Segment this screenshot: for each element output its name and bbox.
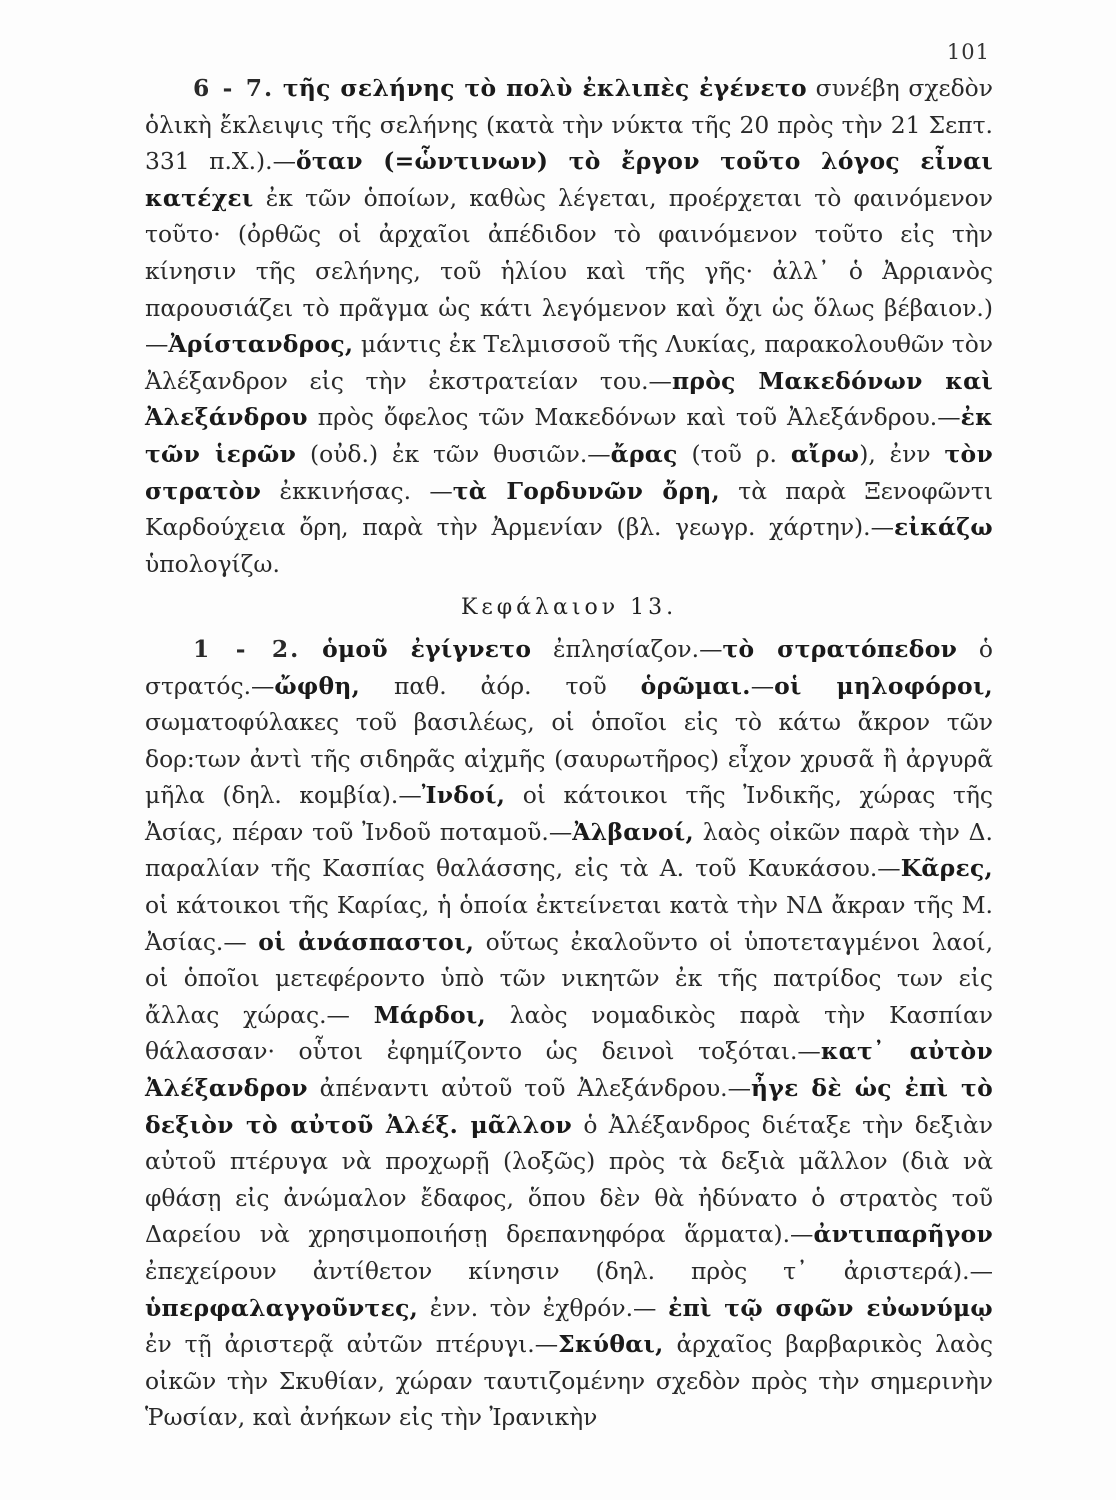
gloss-text: ἐκκινήσας. — — [261, 476, 453, 505]
lemma-term: τὸ στρατόπεδον — [722, 634, 958, 663]
lemma-term: κατ᾽ αὐτὸν Ἀλέξανδρον — [145, 1037, 993, 1103]
gloss-text: λαὸς οἰκῶν παρὰ τὴν Δ. παραλίαν τῆς Κασπίας θαλάσσης, εἰς τὰ Α. τοῦ Καυκάσου.— — [145, 817, 993, 883]
lemma-term: τὰ Γορδυνῶν ὄρη, — [452, 476, 720, 505]
lemma-term: ὅταν (=ὧντινων) τὸ ἔργον τοῦτο λόγος εἶναι κατέχει — [145, 147, 993, 212]
lemma-term: πρὸς Μακεδόνων καὶ Ἀλεξάνδρου — [145, 366, 994, 432]
gloss-text: παθ. ἀόρ. τοῦ — [360, 671, 641, 700]
section-6-7-body — [145, 74, 993, 578]
lemma-term: Ἀλβανοί, — [572, 817, 694, 846]
gloss-text: ἐπλησίαζον.— — [531, 634, 723, 663]
section-1-2-body — [145, 635, 993, 1431]
lemma-term: Ἀρίστανδρος, — [168, 330, 354, 359]
lemma-term: ὤφθη, — [274, 671, 361, 700]
lemma-term: ἦγε δὲ ὡς ἐπὶ τὸ δεξιὸν τὸ αὐτοῦ Ἀλέξ. μᾶλλον — [145, 1074, 993, 1139]
gloss-text: ), ἐνν — [859, 439, 945, 468]
gloss-text: ἀρχαῖος βαρβαρικὸς λαὸς οἰκῶν τὴν Σκυθίαν, χώραν ταυτιζομένην σχεδὸν πρὸς τὴν σημερινὴν Ῥωσίαν, καὶ ἀνήκων εἰς τὴν Ἰρανικὴν — [145, 1330, 993, 1432]
gloss-text: ὑπολογίζω. — [145, 549, 280, 578]
lemma-term: ὁμοῦ ἐγίγνετο — [322, 634, 532, 663]
lemma-term: Μάρδοι, — [373, 1000, 486, 1029]
lemma-term: ὁρῶμαι. — [640, 671, 751, 700]
page-number: 101 — [946, 40, 990, 64]
gloss-text: οὕτως ἐκαλοῦντο οἱ ὑποτεταγμένοι λαοί, οἱ ὁποῖοι μετεφέροντο ὑπὸ τῶν νικητῶν ἐκ τῆς πατρίδος των εἰς ἄλλας χώρας.— — [145, 927, 994, 1029]
lemma-term: ἐπὶ τῷ σφῶν εὐωνύμῳ — [668, 1293, 993, 1322]
lemma-term: ὑπερφαλαγγοῦντες, — [145, 1293, 419, 1322]
gloss-text: (τοῦ ρ. — [677, 439, 791, 468]
section-number: 6 - 7. — [193, 74, 275, 102]
gloss-text: ἐπεχείρουν ἀντίθετον κίνησιν (δηλ. πρὸς τ᾽ ἀριστερά).— — [145, 1257, 993, 1285]
section-number: 1 - 2. — [193, 634, 301, 663]
chapter-heading: Κεφάλαιον 13. — [460, 595, 678, 621]
gloss-text: τὰ παρὰ Ξενοφῶντι Καρδούχεια ὄρη, παρὰ τὴν Ἀρμενίαν (βλ. γεωγρ. χάρτην).— — [145, 476, 993, 542]
lemma-term: ἐκ τῶν ἱερῶν — [145, 403, 993, 468]
lemma-term: οἱ ἀνάσπαστοι, — [258, 927, 475, 956]
lemma-term: αἴρω — [790, 439, 860, 468]
lemma-term: οἱ μηλοφόροι, — [774, 671, 994, 700]
gloss-text: σωματοφύλακες τοῦ βασιλέως, οἱ ὁποῖοι εἰς τὸ κάτω ἄκρον τῶν δορ:των ἀντὶ τῆς σιδηρᾶς αἰχμῆς (σαυρωτῆρος) εἶχον χρυσᾶ ἢ ἀργυρᾶ μῆλα (δηλ. κομβία).— — [145, 708, 993, 810]
gloss-text: οἱ κάτοικοι τῆς Ἰνδικῆς, χώρας τῆς Ἀσίας, πέραν τοῦ Ἰνδοῦ ποταμοῦ.— — [145, 781, 993, 846]
gloss-text: ἐν τῇ ἀριστερᾷ αὐτῶν πτέρυγι.— — [145, 1330, 559, 1359]
gloss-text: (οὐδ.) ἐκ τῶν θυσιῶν.— — [296, 439, 611, 468]
gloss-text: συνέβη σχεδὸν ὁλικὴ ἔκλειψις τῆς σελήνης (κατὰ τὴν νύκτα τῆς 20 πρὸς τὴν 21 Σεπτ. 331 π.Χ.).— — [145, 74, 993, 176]
lemma-term: Σκύθαι, — [558, 1330, 664, 1359]
lemma-term: τῆς σελήνης τὸ πολὺ ἐκλιπὲς ἐγένετο — [282, 74, 807, 102]
lemma-term: Κᾶρες, — [900, 854, 993, 883]
section-6-7 — [145, 70, 993, 582]
commentary-text — [145, 70, 993, 1436]
gloss-text: ἀπέναντι αὐτοῦ τοῦ Ἀλεξάνδρου.— — [307, 1074, 752, 1103]
lemma-term: ἄρας — [610, 439, 678, 468]
gloss-text: ὁ στρατός.— — [145, 634, 993, 700]
gloss-text: πρὸς ὄφελος τῶν Μακεδόνων καὶ τοῦ Ἀλεξάνδρου.— — [307, 403, 961, 432]
lemma-term: Ἰνδοί, — [421, 781, 506, 810]
gloss-text: ἐκ τῶν ὁποίων, καθὼς λέγεται, προέρχεται τὸ φαινόμενον τοῦτο· (ὀρθῶς οἱ ἀρχαῖοι ἀπέδιδον τὸ φαινόμενον τοῦτο εἰς τὴν κίνησιν τῆς σελήνης, τοῦ ἡλίου καὶ τῆς γῆς· ἀλλ᾽ ὁ Ἀρριανὸς παρουσιάζει τὸ πρᾶγμα ὡς κάτι λεγόμενον καὶ ὄχι ὡς ὅλως βέβαιον.)— — [145, 183, 993, 359]
lemma-term: εἰκάζω — [894, 513, 993, 542]
gloss-text: μάντις ἐκ Τελμισσοῦ τῆς Λυκίας, παρακολουθῶν τὸν Ἀλέξανδρον εἰς τὴν ἐκστρατείαν του.— — [145, 330, 993, 395]
gloss-text: ἐνν. τὸν ἐχθρόν.— — [418, 1293, 669, 1322]
gloss-text: οἱ κάτοικοι τῆς Καρίας, ἡ ὁποία ἐκτείνεται κατὰ τὴν ΝΔ ἄκραν τῆς Μ. Ἀσίας.— — [145, 891, 993, 956]
gloss-text: λαὸς νομαδικὸς παρὰ τὴν Κασπίαν θάλασσαν· οὗτοι ἐφημίζοντο ὡς δεινοὶ τοξόται.— — [145, 1000, 993, 1066]
lemma-term: ἀντιπαρῆγον — [813, 1220, 993, 1249]
lemma-term: τὸν στρατὸν — [145, 439, 993, 505]
section-1-2 — [145, 631, 993, 1436]
gloss-text: — — [750, 671, 775, 700]
gloss-text: ὁ Ἀλέξανδρος διέταξε τὴν δεξιὰν αὐτοῦ πτέρυγα νὰ προχωρῇ (λοξῶς) πρὸς τὰ δεξιὰ μᾶλλον (διὰ νὰ φθάσῃ εἰς ἀνώμαλον ἔδαφος, ὅπου δὲν θὰ ἠδύνατο ὁ στρατὸς τοῦ Δαρείου νὰ χρησιμοποιήσῃ δρεπανηφόρα ἅρματα).— — [145, 1110, 993, 1249]
